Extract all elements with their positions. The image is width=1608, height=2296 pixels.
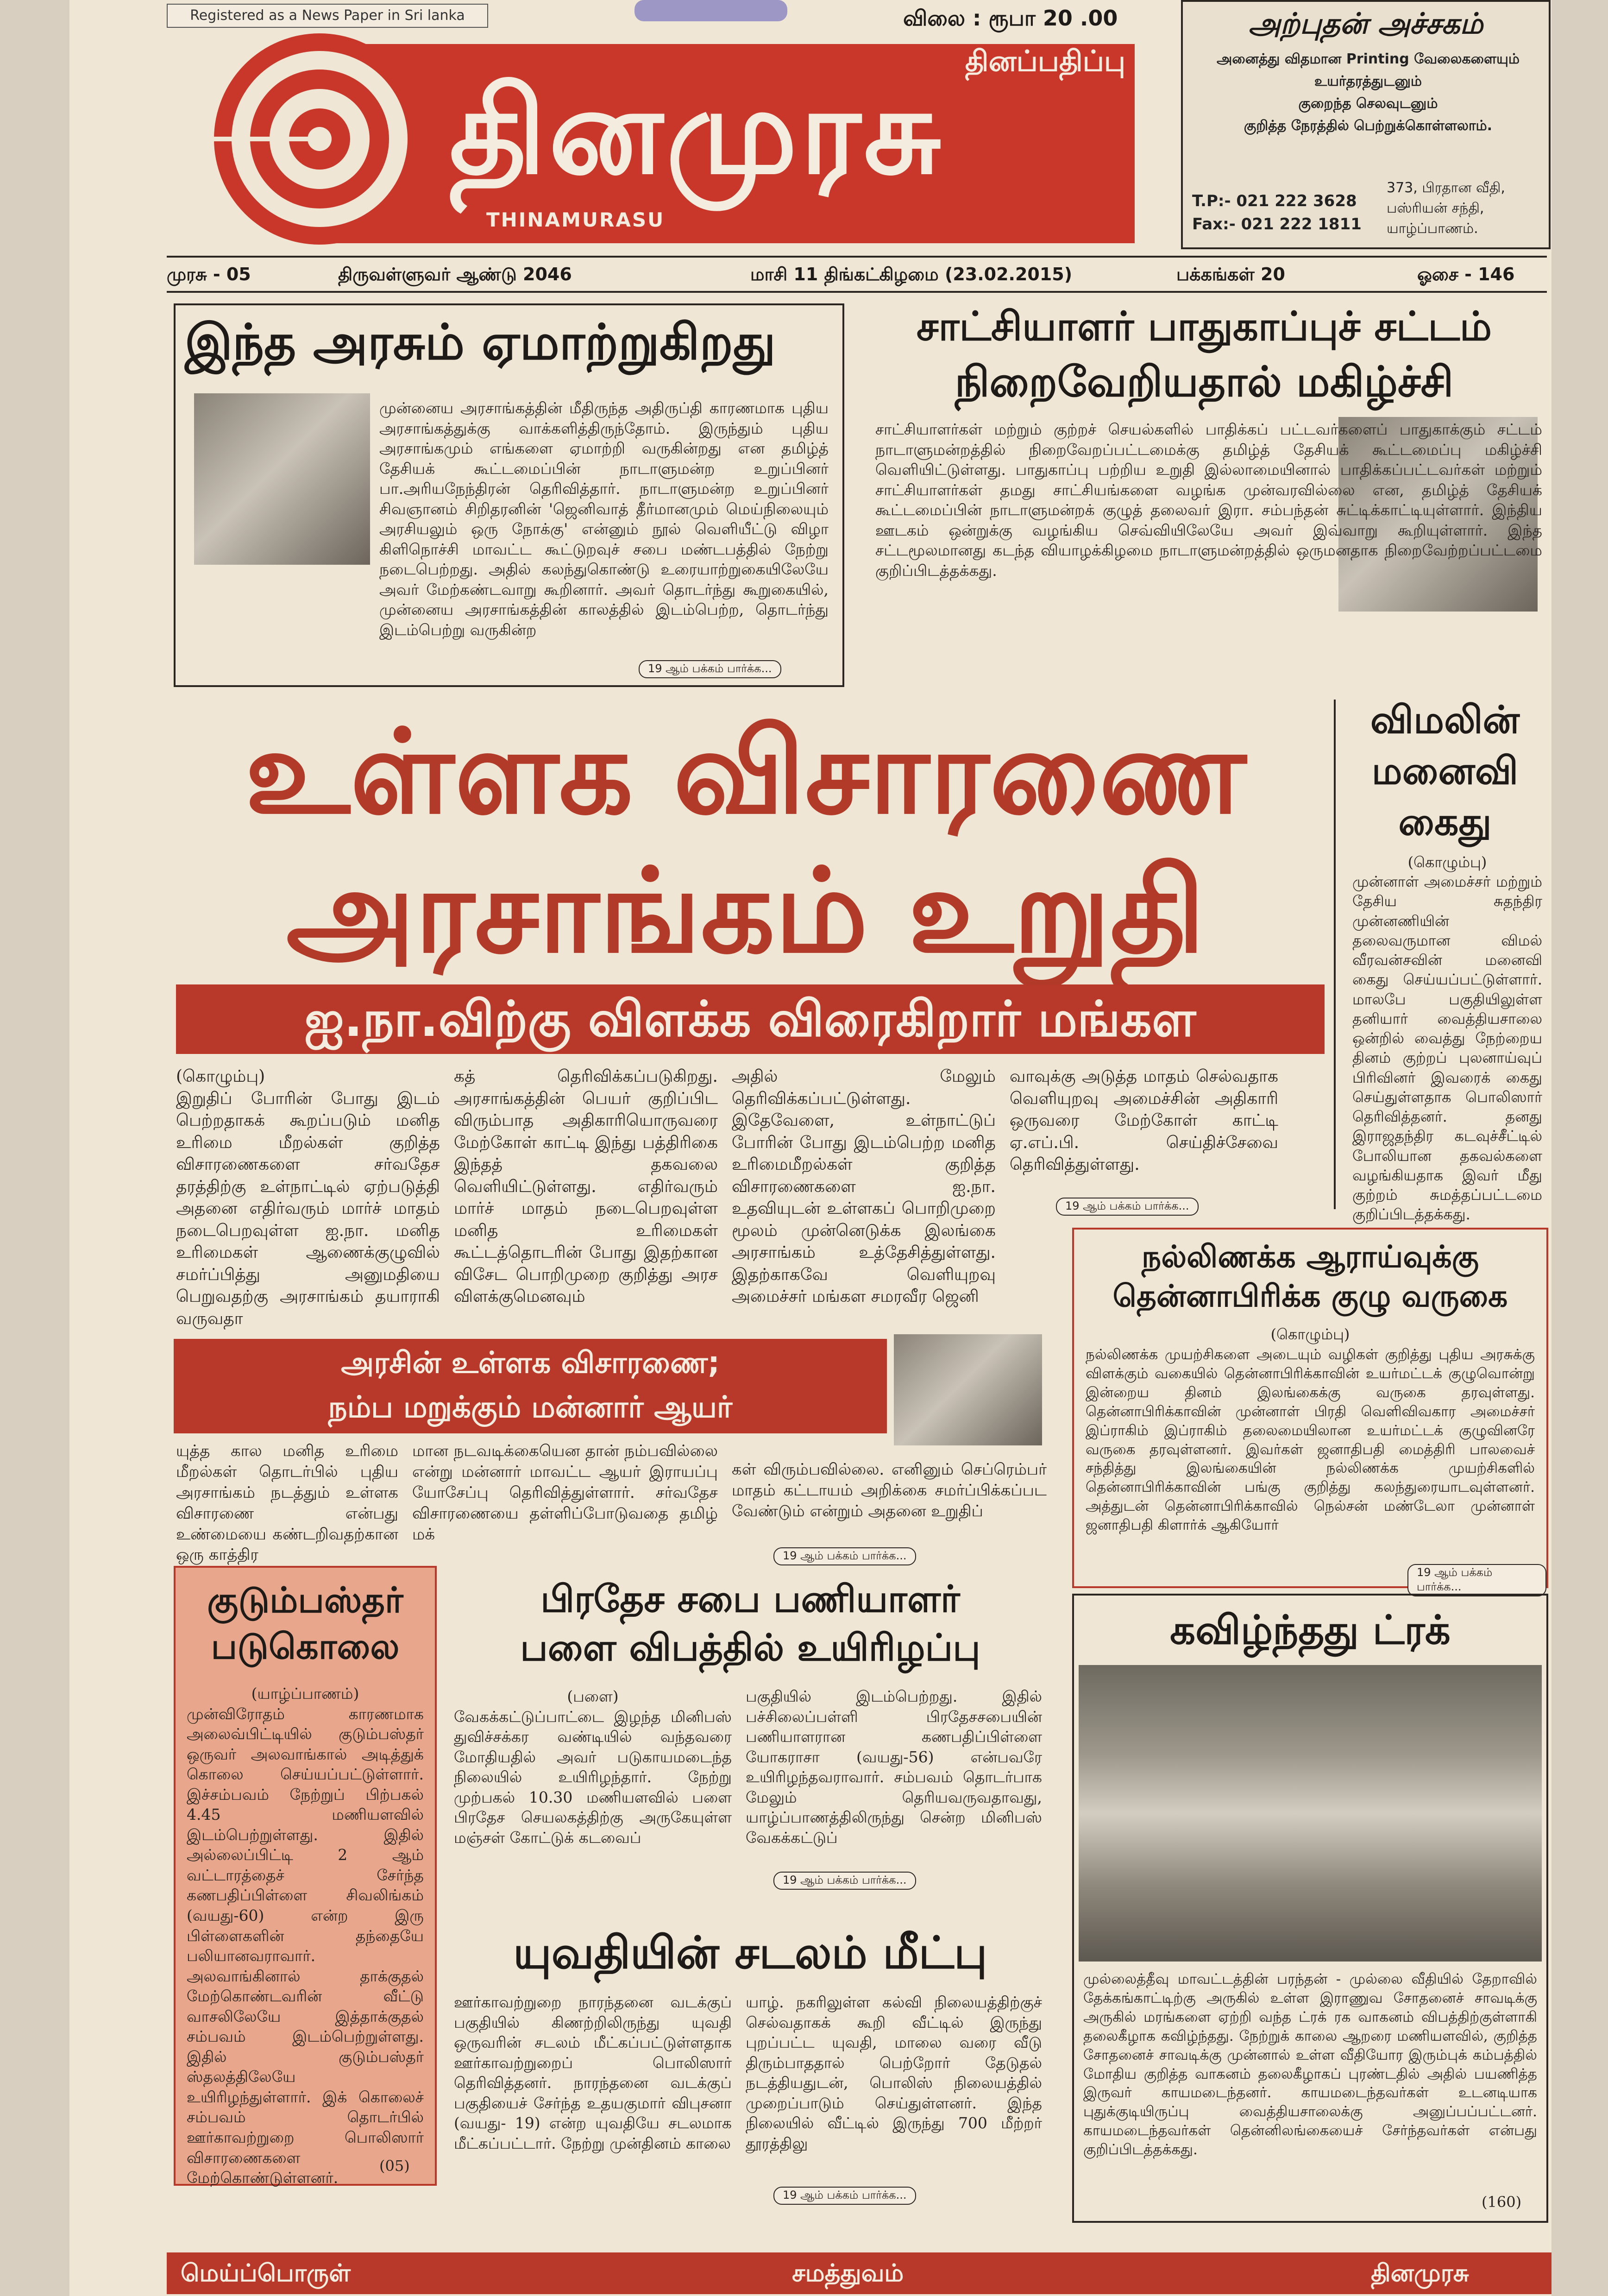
south-africa-story bbox=[1072, 1228, 1548, 1593]
lead-col1-text: இறுதிப் போரின் போது இடம் பெற்றதாகக் கூறப்படும் மனித உரிமை மீறல்கள் குறித்த விசாரணைகளை சர்வதேச தரத்திற்கு உள்நாட்டில் ஏற்படுத்தி அதனை எதிர்வரும் மார்ச் மாதம் நடைபெறவுள்ள ஐ.நா. மனித உரிமைகள் ஆணைக்குழுவில் சமர்ப்பித்து அனுமதியை பெறுவதற்கு அரசாங்கம் தயாராகி வருவதா bbox=[176, 1089, 440, 1328]
edition-label: தினப்பதிப்பு bbox=[965, 44, 1125, 78]
mannar-column-2: மான நடவடிக்கையென தான் நம்பவில்லை என்று மன்னார் மாவட்ட ஆயர் இராயப்பு யோசேப்பு தெரிவித்துள்ளார். சர்வதேச விசாரணையை தள்ளிப்போடுவதை தமிழ் மக் bbox=[412, 1442, 718, 1544]
pradesa-continuation: 19 ஆம் பக்கம் பார்க்க... bbox=[773, 1872, 916, 1890]
vimal-headline-line: மனைவி bbox=[1371, 749, 1519, 793]
pradesa-column-2: பகுதியில் இடம்பெற்றது. இதில் பச்சிலைப்பள்ளி பிரதேசசபையின் பணியாளரான கணபதிப்பிள்ளை யோகராசா (வயது-56) என்பவரே உயிரிழந்தவராவார். சம்பவம் தொடர்பாக மேலும் தெரியவருவதாவது, யாழ்ப்பாணத்திலிருந்து சென்ற மினிபஸ் வேகக்கட்டுப் bbox=[746, 1687, 1042, 1847]
body-found-column-1: ஊர்காவற்றுறை நாரந்தனை வடக்குப் பகுதியில் கிணற்றிலிருந்து யுவதி ஒருவரின் சடலம் மீட்கப்பட்டுள்ளதாக ஊர்காவற்றுறைப் பொலிஸார் தெரிவித்தனர். நாரந்தனை வடக்குப் பகுதியைச் சேர்ந்த உதயகுமார் விபுசனா (வயது- 19) என்ற யுவதியே சடலமாக மீட்கப்பட்டார். நேற்று முன்தினம் காலை bbox=[454, 1993, 732, 2152]
lead-headline-line2: அரசாங்கம் உறுதி bbox=[286, 842, 1205, 978]
ad-address-line: யாழ்ப்பாணம். bbox=[1387, 221, 1478, 237]
ad-address bbox=[1387, 178, 1505, 239]
story2-body: சாட்சியாளர்கள் மற்றும் குற்றச் செயல்களில் பாதிக்கப் பட்டவர்களைப் பாதுகாக்கும் சட்டம் நாடாளுமன்றத்தில் நிறைவேறப்பட்டமைக்கு தமிழ்த் தேசியக் கூட்டமைப்பு மகிழ்ச்சி வெளியிட்டுள்ளது. பாதுகாப்பு பற்றிய உறுதி இல்லாமையினால் பாதிக்கப்பட்டவர்கள் மற்றும் சாட்சியாளர்கள் தமது சாட்சியங்களை வழங்க முன்வரவில்லை என, தமிழ்த் தேசியக் கூட்டமைப்பின் நாடாளுமன்றக் குழுத் தலைவர் இரா. சம்பந்தன் சுட்டிக்காட்டியுள்ளார். இந்திய ஊடகம் ஒன்றுக்கு வழங்கிய செவ்வியிலேயே அவர் இவ்வாறு கூறியுள்ளார். இந்த சட்டமூலமானது கடந்த வியாழக்கிழமை நாடாளுமன்றத்தில் ஒருமனதாக நிறைவேற்றப்பட்டமை குறிப்பிடத்தக்கது. bbox=[875, 420, 1542, 580]
family-dateline: (யாழ்ப்பாணம்) bbox=[251, 1684, 359, 1703]
sa-headline-line2: தென்னாபிரிக்க குழு வருகை bbox=[1112, 1278, 1508, 1314]
family-murder-story bbox=[174, 1566, 437, 2186]
pradesa-col1-text: வேகக்கட்டுப்பாட்டை இழந்த மினிபஸ் துவிச்சக்கர வண்டியில் வந்தவரை மோதியதில் அவர் படுகாயமடைந்த நிலையில் உயிரிழந்தார். நேற்று முற்பகல் 10.30 மணியளவில் பளை பிரதேச செயலகத்திற்கு அருகேயுள்ள மஞ்சள் கோட்டுக் கடவைப் bbox=[454, 1707, 732, 1847]
issue-date: மாசி 11 திங்கட்கிழமை (23.02.2015) bbox=[750, 264, 1073, 284]
ad-line: அனைத்து விதமான Printing வேலைகளையும் bbox=[1217, 51, 1520, 67]
body-found-headline: யுவதியின் சடலம் மீட்பு bbox=[513, 1927, 987, 1979]
printing-ad bbox=[1181, 0, 1551, 249]
newspaper-page bbox=[69, 0, 1551, 2296]
family-headline-line2: படுகொலை bbox=[211, 1626, 400, 1667]
lead-column-3: அதில் மேலும் தெரிவிக்கப்பட்டுள்ளது. இதேவேளை, உள்நாட்டுப் போரின் போது இடம்பெற்ற மனித உரிமைமீறல்கள் குறித்த விசாரணைகளை ஐ.நா. உதவியுடன் உள்ளகப் பொறிமுறை மூலம் முன்னெடுக்க இலங்கை அரசாங்கம் உத்தேசித்துள்ளது. இதற்காகவே வெளியுறவு அமைச்சர் மங்கள சமரவீர ஜெனி bbox=[732, 1067, 996, 1306]
target-logo bbox=[190, 28, 449, 250]
lead-continuation: 19 ஆம் பக்கம் பார்க்க... bbox=[1056, 1198, 1199, 1216]
ad-title: அற்புதன் அச்சகம் bbox=[1248, 6, 1483, 40]
dateline-rule-bottom bbox=[167, 291, 1547, 293]
paper-name: தினமுரசு bbox=[449, 63, 944, 201]
ad-line: குறித்த நேரத்தில் பெற்றுக்கொள்ளலாம். bbox=[1244, 118, 1493, 134]
lead-dateline: (கொழும்பு) bbox=[176, 1067, 265, 1086]
ad-address-line: 373, பிரதான வீதி, bbox=[1387, 180, 1505, 196]
sa-dateline: (கொழும்பு) bbox=[1270, 1325, 1350, 1343]
mannar-continuation: 19 ஆம் பக்கம் பார்க்க... bbox=[773, 1547, 916, 1565]
paper-name-latin: THINAMURASU bbox=[486, 208, 665, 231]
vimal-dateline: (கொழும்பு) bbox=[1407, 853, 1487, 871]
mannar-headline-line1: அரசின் உள்ளக விசாரணை; bbox=[341, 1346, 720, 1380]
story2-headline-line1: சாட்சியாளர் பாதுகாப்புச் சட்டம் bbox=[916, 303, 1492, 350]
vimal-body bbox=[1352, 852, 1542, 1224]
vimal-headline bbox=[1348, 695, 1542, 848]
vimal-text: முன்னாள் அமைச்சர் மற்றும் தேசிய சுதந்திர முன்னணியின் தலைவருமான விமல் வீரவன்சவின் மனைவி கைது செய்யப்பட்டுள்ளார். மாலபே பகுதியிலுள்ள தனியார் வைத்தியசாலை ஒன்றில் வைத்து நேற்றைய தினம் குற்றப் புலனாய்வுப் பிரிவினர் இவரைக் கைது செய்துள்ளதாக பொலிஸார் தெரிவித்தனர். தனது இராஜதந்திர கடவுச்சீட்டில் போலியான தகவல்களை வழங்கியதாக இவர் மீது குற்றம் சுமத்தப்பட்டமை குறிப்பிடத்தக்கது. bbox=[1352, 873, 1542, 1224]
body-found-continuation: 19 ஆம் பக்கம் பார்க்க... bbox=[773, 2187, 916, 2205]
story1-body: முன்னைய அரசாங்கத்தின் மீதிருந்த அதிருப்தி காரணமாக புதிய அரசாங்கத்துக்கு வாக்களித்திருந்தோம். இருந்தும் புதிய அரசாங்கமும் எங்களை ஏமாற்றி வருகின்றது என தமிழ்த் தேசியக் கூட்டமைப்பின் நாடாளுமன்ற உறுப்பினர் பா.அரியநேந்திரன் தெரிவித்தார். நாடாளுமன்ற உறுப்பினர் சிவஞானம் சிறிதரனின் 'ஜெனிவாத் தீர்மானமும் மெய்நிலையும் அரசியலும் ஒரு நோக்கு' என்னும் நூல் வெளியீட்டு விழா கிளிநொச்சி மாவட்ட கூட்டுறவுச் சபை மண்டபத்தில் நேற்று நடைபெற்றது. அதில் கலந்துகொண்டு உரையாற்றுகையிலேயே அவர் மேற்கண்டவாறு கூறினார். அவர் தொடர்ந்து கூறுகையில், முன்னைய அரசாங்கத்தின் காலத்தில் இடம்பெற்ற, தொடர்ந்து இடம்பெற்று வருகின்ற bbox=[379, 399, 829, 639]
sa-continuation: 19 ஆம் பக்கம் பார்க்க... bbox=[1407, 1564, 1546, 1596]
vimal-divider bbox=[1334, 700, 1336, 1209]
footer-bar bbox=[167, 2252, 1551, 2294]
pradesa-column-1 bbox=[454, 1686, 732, 1848]
sa-body: நல்லிணக்க முயற்சிகளை அடையும் வழிகள் குறித்து புதிய அரசுக்கு விளக்கும் வகையில் தென்னாபிரிக்காவின் உயர்மட்டக் குழுவொன்று இன்றைய தினம் இலங்கைக்கு வருகை தரவுள்ளது. தென்னாபிரிக்காவின் முன்னாள் பிரதி வெளிவிவகார அமைச்சர் இப்ராகிம் இப்ராகிம் தலைமையிலான உயர்மட்டக் குழுவினரே வருகை தரவுள்ளனர். இவர்கள் ஜனாதிபதி மைத்திரி பாலவைச் சந்தித்து இலங்கையின் நல்லிணக்க முயற்சிகளில் தென்னாபிரிக்காவின் பங்கு குறித்து கலந்துரையாடவுள்ளனர். அத்துடன் தென்னாபிரிக்காவில் நெல்சன் மண்டேலா முன்னாள் ஜனாதிபதி கிளார்க் ஆகியோர் bbox=[1086, 1346, 1535, 1534]
family-headline-line1: குடும்பஸ்தர் bbox=[207, 1579, 403, 1621]
lead-column-4: வாவுக்கு அடுத்த மாதம் செல்வதாக வெளியுறவு அமைச்சின் அதிகாரி ஒருவரை மேற்கோள் காட்டி ஏ.எப்.பி. செய்திச்சேவை தெரிவித்துள்ளது. bbox=[1010, 1067, 1278, 1174]
story1-headline: இந்த அரசும் ஏமாற்றுகிறது bbox=[185, 314, 776, 371]
pradesa-headline-line2: பளை விபத்தில் உயிரிழப்பு bbox=[520, 1626, 980, 1669]
ad-address-line: பஸ்ரியன் சந்தி, bbox=[1387, 200, 1484, 216]
mannar-headline-line2: நம்ப மறுக்கும் மன்னார் ஆயர் bbox=[328, 1390, 733, 1425]
ad-lines bbox=[1192, 48, 1544, 137]
politician-photo bbox=[194, 393, 370, 565]
family-body bbox=[187, 1684, 424, 2188]
lead-headline-line1: உள்ளக விசாரணை bbox=[245, 703, 1247, 839]
issue-number: ஓசை - 146 bbox=[1417, 264, 1515, 284]
truck-body: முல்லைத்தீவு மாவட்டத்தின் பரந்தன் - முல்லை வீதியில் தேறாவில் தேக்கங்காட்டிற்கு அருகில் உள்ள இராணுவ சோதனைச் சாவடிக்கு அருகில் மரங்களை ஏற்றி வந்த ட்ரக் ரக வாகனம் விபத்திற்குள்ளாகி தலைகீழாக கவிழ்ந்தது. நேற்றுக் காலை ஆறரை மணியளவில், குறித்த சோதனைச் சாவடிக்கு முன்னால் உள்ள வீதியோர இரும்புக் கம்பத்தில் மோதிய குறித்த வாகனம் தலைகீழாகப் புரண்டதில் அதில் பயணித்த இருவர் காயமடைந்தனர். காயமடைந்தவர்கள் உடனடியாக புதுக்குடியிருப்பு வைத்தியசாலைக்கு அனுப்பப்பட்டனர். காயமடைந்தவர்கள் தென்னிலங்கையைச் சேர்ந்தவர்கள் என்பது குறிப்பிடத்தக்கது. bbox=[1083, 1971, 1537, 2158]
registered-label: Registered as a News Paper in Sri lanka bbox=[167, 4, 488, 28]
truck-story bbox=[1072, 1594, 1548, 2223]
story-govt-deceives bbox=[174, 303, 844, 687]
dateline-rule-top bbox=[167, 256, 1547, 258]
family-text: முன்விரோதம் காரணமாக அலைவ்பிட்டியில் குடும்பஸ்தர் ஒருவர் அலவாங்கால் அடித்துக் கொலை செய்யப்பட்டுள்ளார். இச்சம்பவம் நேற்றுப் பிற்பகல் 4.45 மணியளவில் இடம்பெற்றுள்ளது. இதில் அல்லைப்பிட்டி 2 ஆம் வட்டாரத்தைச் சேர்ந்த கணபதிப்பிள்ளை சிவலிங்கம் (வயது-60) என்ற இரு பிள்ளைகளின் தந்தையே பலியானவராவார். அலவாங்கினால் தாக்குதல் மேற்கொண்டவரின் வீட்டு வாசலிலேயே இத்தாக்குதல் சம்பவம் இடம்பெற்றுள்ளது. இதில் குடும்பஸ்தர் ஸ்தலத்திலேயே உயிரிழந்துள்ளார். இக் கொலைச் சம்பவம் தொடர்பில் ஊர்காவற்றுறை பொலிஸார் விசாரணைகளை மேற்கொண்டுள்ளனர். bbox=[187, 1704, 424, 2187]
price-label: விலை : ரூபா 20 .00 bbox=[903, 6, 1118, 31]
truck-headline: கவிழ்ந்தது ட்ரக் bbox=[1170, 1607, 1451, 1653]
body-found-column-2: யாழ். நகரிலுள்ள கல்வி நிலையத்திற்குச் செல்வதாகக் கூறி வீட்டில் இருந்து புறப்பட்ட யுவதி, மாலை வரை வீடு திரும்பாததால் பெற்றோர் தேடுதல் நடத்தியதுடன், பொலிஸ் நிலையத்தில் முறைப்பாடும் செய்துள்ளனர். இந்த நிலையில் வீட்டில் இருந்து 700 மீற்றர் தூரத்திலு bbox=[746, 1993, 1042, 2152]
vimal-headline-line: கைது bbox=[1398, 800, 1492, 844]
lead-subhead: ஐ.நா.விற்கு விளக்க விரைகிறார் மங்கள bbox=[176, 984, 1325, 1054]
footer-center: சமத்துவம் bbox=[792, 2259, 904, 2287]
ad-line: உயர்தரத்துடனும் bbox=[1314, 73, 1422, 89]
ad-phone: T.P:- 021 222 3628 bbox=[1192, 192, 1357, 210]
story2-headline-line2: நிறைவேறியதால் மகிழ்ச்சி bbox=[955, 358, 1454, 406]
story1-continuation: 19 ஆம் பக்கம் பார்க்க... bbox=[639, 660, 781, 678]
footer-left: மெய்ப்பொருள் bbox=[181, 2259, 351, 2287]
mannar-headline bbox=[174, 1339, 887, 1433]
mannar-column-1: யுத்த கால மனித உரிமை மீறல்கள் தொடர்பில் புதிய அரசாங்கம் நடத்தும் உள்ளக விசாரணை என்பது உண்மையை கண்டறிவதற்கான ஒரு காத்திர bbox=[176, 1442, 398, 1564]
tamil-year: திருவள்ளுவர் ஆண்டு 2046 bbox=[338, 264, 572, 284]
vimal-headline-line: விமலின் bbox=[1370, 698, 1520, 742]
lead-column-2: கத் தெரிவிக்கப்படுகிறது. அரசாங்கத்தின் பெயர் குறிப்பிட விரும்பாத அதிகாரியொருவரை மேற்கோள் காட்டி இந்து பத்திரிகை இந்தத் தகவலை வெளியிட்டுள்ளது. எதிர்வரும் மார்ச் மாதம் நடைபெறவுள்ள மனித உரிமைகள் கூட்டத்தொடரின் போது இதற்கான விசேட பொறிமுறை குறித்து அரச விளக்குமெனவும் bbox=[454, 1067, 718, 1306]
lead-column-1 bbox=[176, 1066, 440, 1330]
dateline-bar bbox=[167, 260, 1547, 288]
mannar-column-3: கள் விரும்பவில்லை. எனினும் செப்ரெம்பர் மாதம் கட்டாயம் அறிக்கை சமர்ப்பிக்கப்பட வேண்டும் என்றும் அதனை உறுதிப் bbox=[732, 1460, 1047, 1520]
pradesa-dateline: (பளை) bbox=[567, 1687, 619, 1705]
ad-fax: Fax:- 021 222 1811 bbox=[1192, 215, 1362, 233]
overturned-truck-photo bbox=[1079, 1665, 1542, 1962]
footer-right: தினமுரசு bbox=[1371, 2259, 1469, 2287]
truck-ref: (160) bbox=[1482, 2193, 1522, 2211]
murasu-number: முரசு - 05 bbox=[167, 264, 251, 284]
page-count: பக்கங்கள் 20 bbox=[1176, 264, 1285, 284]
sa-headline-line1: நல்லிணக்க ஆராய்வுக்கு bbox=[1141, 1239, 1479, 1274]
family-ref: (05) bbox=[379, 2157, 410, 2175]
pradesa-headline-line1: பிரதேச சபை பணியாளர் bbox=[540, 1577, 960, 1621]
blue-stamp bbox=[634, 0, 787, 21]
bishop-photo bbox=[894, 1334, 1042, 1445]
ad-line: குறைந்த செலவுடனும் bbox=[1298, 95, 1438, 112]
